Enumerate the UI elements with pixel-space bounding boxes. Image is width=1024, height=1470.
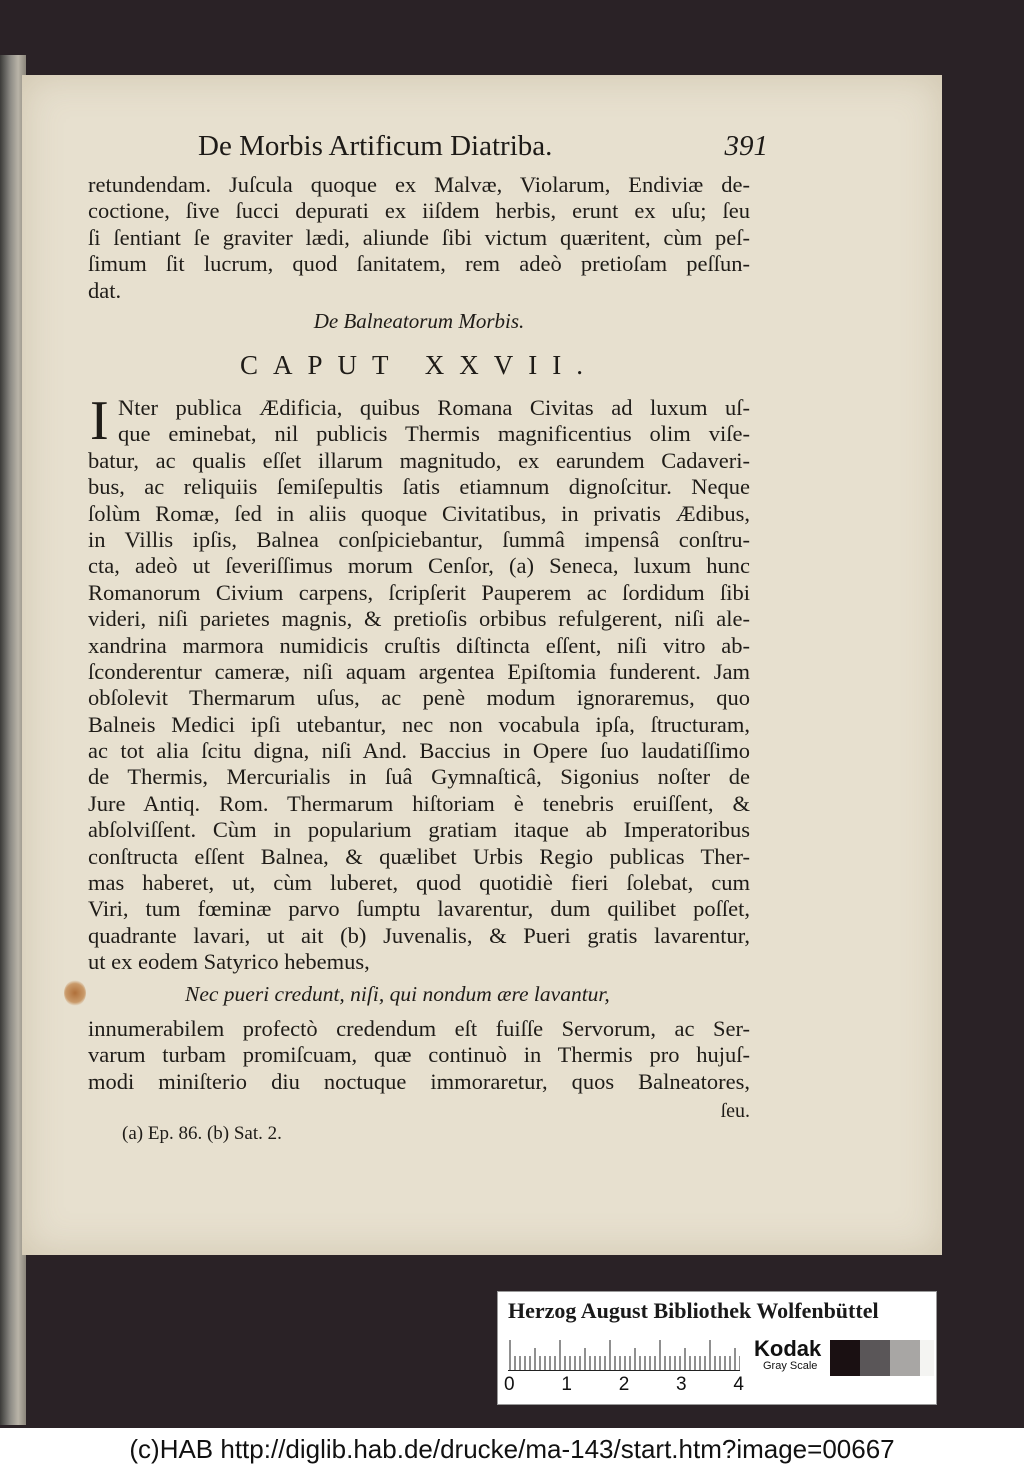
gray-swatch [920, 1340, 934, 1376]
running-head [198, 130, 768, 170]
footer-bar [0, 1428, 1024, 1470]
text-line: Romanorum Civium carpens, ſcripſerit Pauperem ac ſordidum ſibi [88, 579, 750, 605]
text-line: conſtructa eſſent Balnea, & quælibet Urbis Regio publicas Ther- [88, 843, 750, 869]
footnotes: (a) Ep. 86. (b) Sat. 2. [122, 1123, 282, 1144]
text-line: bus, ac reliquiis ſemiſepultis ſatis etiamnum dignoſcitur. Neque [88, 474, 750, 500]
ruler-scale [508, 1338, 740, 1371]
ruler-label: 2 [618, 1374, 630, 1395]
text-line: quadrante lavari, ut ait (b) Juvenalis, & Pueri gratis lavarentur, [88, 922, 750, 948]
kodak-logo: Kodak [754, 1336, 822, 1361]
text-line: ſolùm Romæ, ſed in aliis quoque Civitatibus, in privatis Ædibus, [88, 500, 750, 526]
text-line: coctione, ſive ſucci depurati ex iiſdem herbis, erunt ex uſu; ſeu [88, 198, 750, 224]
text-line: dat. [88, 277, 122, 303]
section-title: De Balneatorum Morbis. [313, 309, 525, 333]
gray-swatch [890, 1340, 920, 1376]
text-line: varum turbam promiſcuam, quæ continuò in Thermis pro hujuſ- [88, 1042, 750, 1068]
ruler-label: 4 [733, 1374, 744, 1395]
main-paragraph [88, 390, 750, 976]
text-line: in Villis ipſis, Balnea conſpiciebantur, ſummâ impensâ conſtru- [88, 526, 750, 552]
text-line: obſolevit Thermarum uſus, ac penè modum ignoraremus, quo [88, 685, 750, 711]
text-line: modi miniſterio diu noctuque immoraretur, quos Balneatores, [88, 1068, 750, 1094]
text-line: xandrina marmora numidicis cruſtis diſtincta eſſent, niſi vitro ab- [88, 632, 750, 658]
page-number: 391 [724, 130, 768, 162]
text-line: retundendam. Juſcula quoque ex Malvæ, Violarum, Endiviæ de- [88, 172, 750, 197]
text-line: videri, niſi parietes magnis, & pretioſis orbibus refulgerent, niſi ale- [88, 606, 750, 632]
text-line: de Thermis, Mercurialis in ſuâ Gymnaſticâ, Sigonius noſter de [88, 764, 750, 790]
text-line: ut ex eodem Satyrico hebemus, [88, 949, 370, 975]
chapter-heading: CAPUT XXVII. [239, 350, 598, 380]
opening-paragraph [88, 172, 750, 304]
text-line: abſolviſſent. Cùm in popularium gratiam itaque ab Imperatoribus [88, 817, 750, 843]
ruler-label: 3 [676, 1374, 687, 1395]
text-line: ſimum ſit lucrum, quod ſanitatem, rem adeò pretioſam peſſun- [88, 251, 750, 277]
text-line: batur, ac qualis eſſet illarum magnitudo, ex earundem Cadaveri- [88, 447, 750, 473]
closing-paragraph [88, 1016, 750, 1095]
kodak-subtitle: Gray Scale [763, 1360, 818, 1372]
text-line: mas haberet, ut, cùm luberet, quod quotidiè fieri ſolebat, cum [88, 870, 750, 896]
text-line: Jure Antiq. Rom. Thermarum hiſtoriam è tenebris eruiſſent, & [88, 790, 750, 816]
library-name: Herzog August Bibliothek Wolfenbüttel [508, 1298, 879, 1323]
ruler-label: 0 [504, 1374, 515, 1395]
text-line: ſconderentur cameræ, niſi aquam argentea Epiſtomia funderent. Jam [88, 658, 750, 684]
text-line: cta, adeò ut ſeveriſſimus morum Cenſor, (a) Seneca, luxum hunc [88, 553, 750, 579]
text-line: Viri, tum fœminæ parvo ſumptu lavarentur, dum quilibet poſſet, [88, 896, 750, 922]
running-title: De Morbis Artificum Diatriba. [198, 130, 553, 162]
paper-stain [64, 980, 86, 1006]
drop-cap: I [90, 390, 109, 452]
verse-quote: Nec pueri credunt, niſi, qui nondum ære lavantur, [185, 982, 610, 1006]
ruler-labels [504, 1374, 744, 1396]
source-url: (c)HAB http://diglib.hab.de/drucke/ma-143/start.htm?image=00667 [129, 1434, 895, 1464]
color-calibration-card [497, 1291, 937, 1405]
catchword: ſeu. [720, 1100, 750, 1122]
text-line: Nter publica Ædificia, quibus Romana Civitas ad luxum uſ- [118, 395, 750, 420]
ruler-label: 1 [561, 1374, 572, 1395]
gray-swatch [860, 1340, 890, 1376]
text-line: innumerabilem profectò credendum eſt fuiſſe Servorum, ac Ser- [88, 1016, 750, 1041]
gray-swatch [830, 1340, 860, 1376]
text-line: Balneis Medici ipſi utebantur, nec non vocabula ipſa, ſtructuram, [88, 711, 750, 737]
text-line: ac tot alia ſcitu digna, niſi And. Baccius in Opere ſuo laudatiſſimo [88, 738, 750, 764]
text-line: ſi ſentiant ſe graviter lædi, aliunde ſibi victum quæritent, cùm peſ- [88, 224, 750, 250]
text-line: que eminebat, nil publicis Thermis magnificentius olim viſe- [118, 421, 750, 447]
